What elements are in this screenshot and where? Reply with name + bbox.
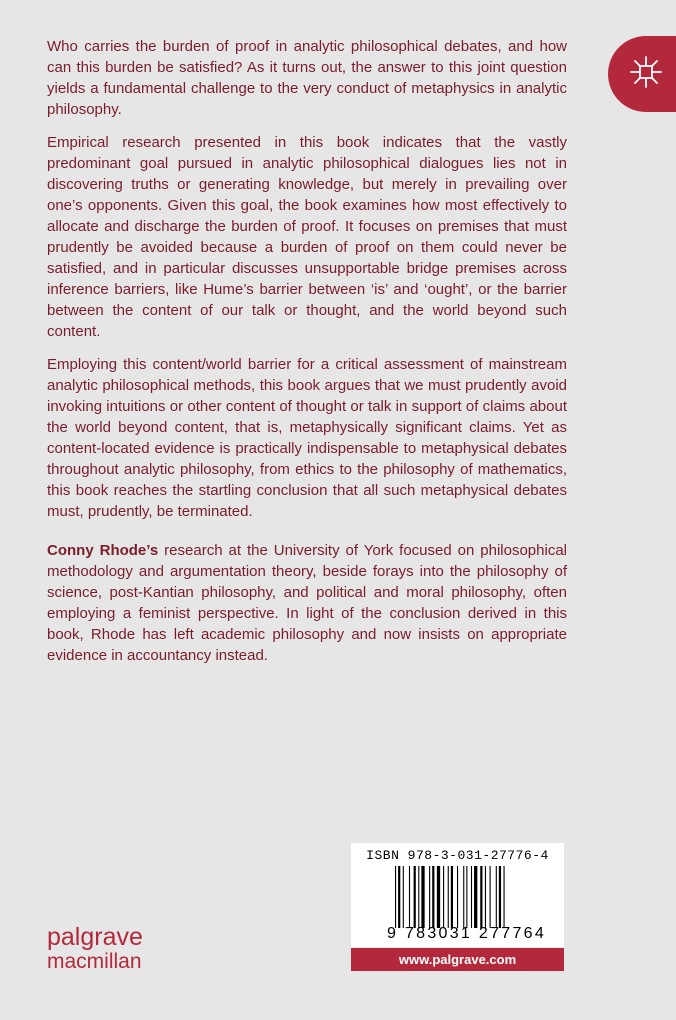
palgrave-corner-badge	[608, 36, 676, 112]
author-name: Conny Rhode’s	[47, 542, 159, 559]
back-cover-text	[47, 36, 567, 678]
isbn-barcode-box	[351, 843, 564, 947]
blurb-paragraph-1: Who carries the burden of proof in analytic philosophical debates, and how can this burden be satisfied? As it turns out, the answer to this joint question yields a fundamental challenge to the very conduct of metaphysics in analytic philosophy.	[47, 38, 567, 118]
barcode	[395, 866, 545, 928]
blurb-paragraph-2: Empirical research presented in this book indicates that the vastly predominant goal pursued in analytic philosophical dialogues lies not in discovering truths or generating knowledge, but merely in prevailing over one’s opponents. Given this goal, the book examines how most effectively to allocate and discharge the burden of proof. It focuses on premises that must prudently be avoided because a burden of proof on them could never be satisfied, and in particular discusses unsupportable bridge premises across inference barriers, like Hume’s barrier between ‘is’ and ‘ought’, or the barrier between the content of our talk or thought, and the world beyond such content.	[47, 134, 567, 340]
publisher-logo	[47, 925, 143, 974]
blurb-paragraph-3: Employing this content/world barrier for a critical assessment of mainstream analytic philosophical methods, this book argues that we must prudently avoid invoking intuitions or other content of thought or talk in support of claims about the world beyond content, that is, metaphysically significant claims. Yet as content-located evidence is practically indispensable to metaphysical debates throughout analytic philosophy, from ethics to the philosophy of mathematics, this book reaches the startling conclusion that all such metaphysical debates must, prudently, be terminated.	[47, 356, 567, 520]
isbn-label: ISBN 978-3-031-27776-4	[366, 848, 549, 863]
publisher-line-1: palgrave	[47, 923, 143, 951]
isbn-digits: 9 783031 277764	[387, 925, 547, 942]
author-bio	[47, 540, 567, 666]
publisher-website[interactable]: www.palgrave.com	[351, 948, 564, 971]
publisher-line-2: macmillan	[47, 950, 142, 973]
palgrave-star-logo-icon	[621, 55, 663, 94]
author-bio-text: research at the University of York focused on philosophical methodology and argumentation theory, beside forays into the philosophy of science, post-Kantian philosophy, and political and moral philosophy, often employing a feminist perspective. In light of the conclusion derived in this book, Rhode has left academic philosophy and now insists on appropriate evidence in accountancy instead.	[47, 542, 567, 664]
